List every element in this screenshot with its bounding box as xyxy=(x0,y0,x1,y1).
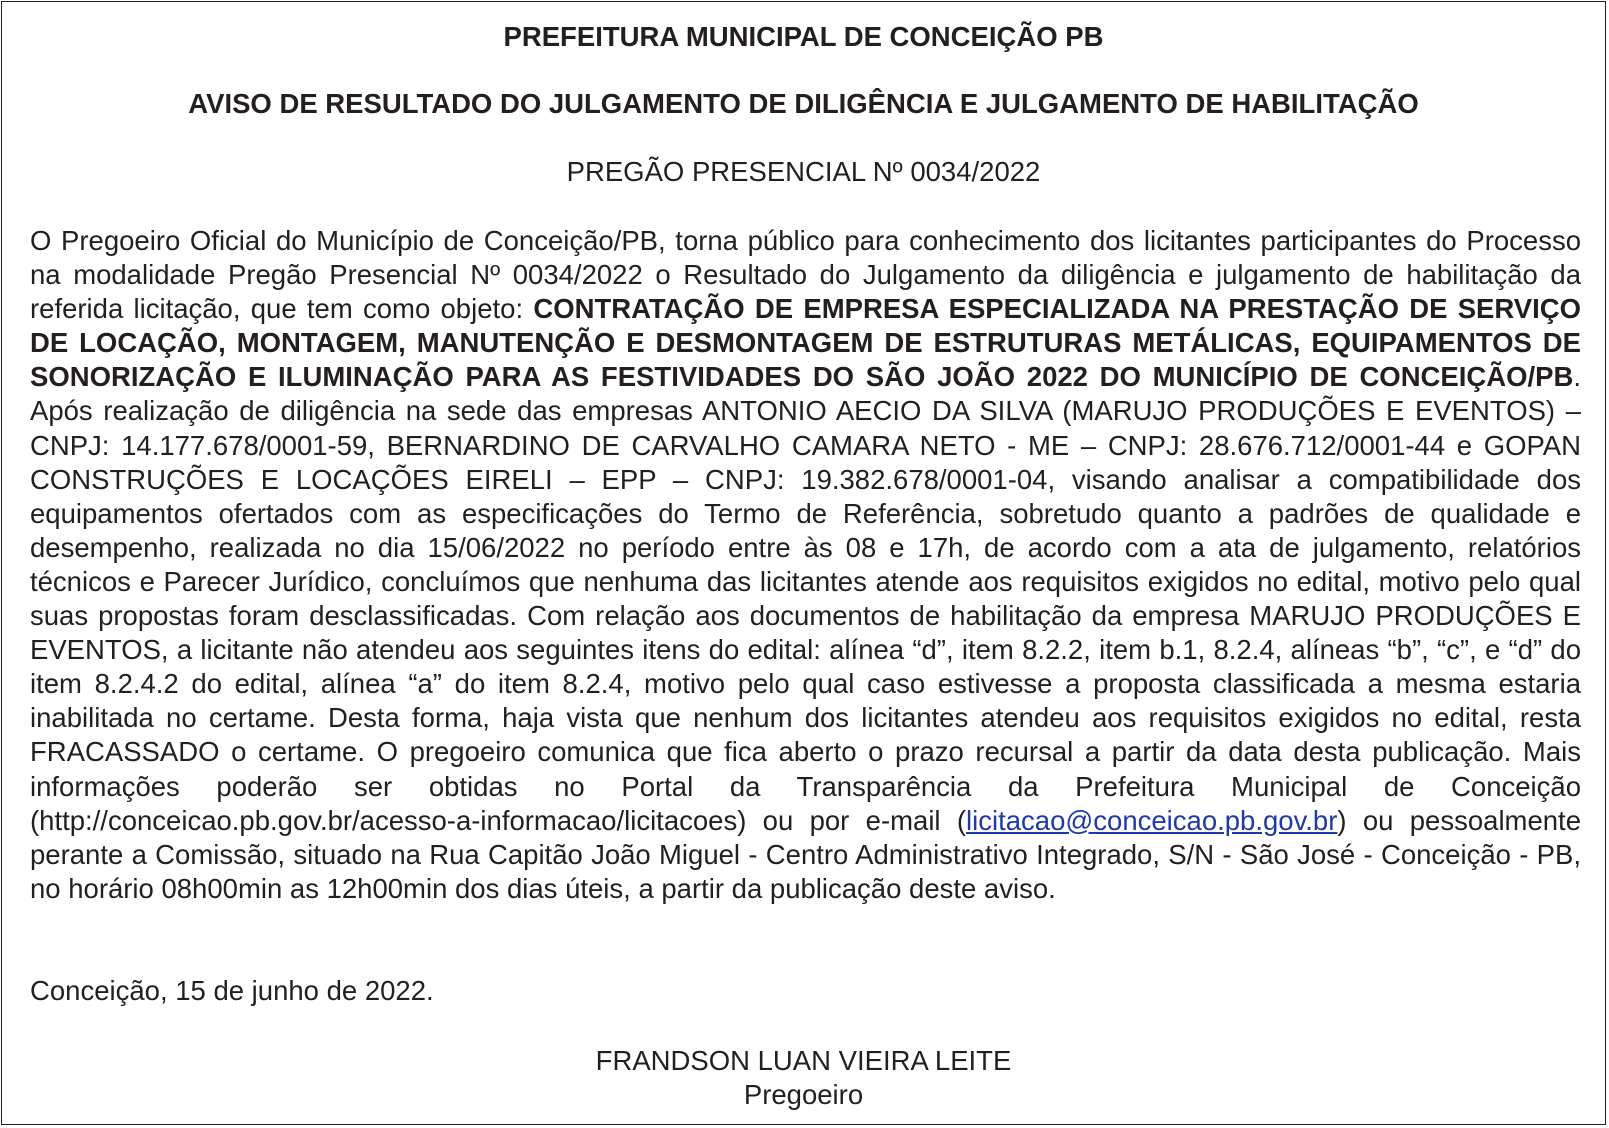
signer-role: Pregoeiro xyxy=(743,1079,864,1110)
body-closing: ) ou pessoalmente perante a Comissão, situado na Rua Capitão João Miguel - Centro Administrativo Integrado, S/N - São José - Conceição - PB, no horário 08h00min as 12h00min dos dias úteis, a partir da publicação deste aviso. xyxy=(30,804,1581,904)
email-link[interactable]: licitacao@conceicao.pb.gov.br xyxy=(966,804,1338,836)
contract-object: CONTRATAÇÃO DE EMPRESA ESPECIALIZADA NA PRESTAÇÃO DE SERVIÇO DE LOCAÇÃO, MONTAGEM, MANUTENÇÃO E DESMONTAGEM DE ESTRUTURAS METÁLICAS, EQUIPAMENTOS DE SONORIZAÇÃO E ILUMINAÇÃO PARA AS FESTIVIDADES DO SÃO JOÃO 2022 DO MUNICÍPIO DE CONCEIÇÃO/PB xyxy=(30,293,1581,393)
procedure-number: PREGÃO PRESENCIAL Nº 0034/2022 xyxy=(566,156,1041,187)
document-frame xyxy=(1,1,1606,1125)
signer-name: FRANDSON LUAN VIEIRA LEITE xyxy=(595,1045,1012,1076)
body-intro: O Pregoeiro Oficial do Município de Conceição/PB, torna público para conhecimento dos licitantes participantes do Processo na modalidade Pregão Presencial Nº 0034/2022 o Resultado do Julgamento da diligência e julgamento de habilitação da referida licitação, que tem como objeto: xyxy=(30,225,1581,325)
dateline: Conceição, 15 de junho de 2022. xyxy=(30,975,434,1006)
notice-body xyxy=(30,224,1581,906)
organization-heading: PREFEITURA MUNICIPAL DE CONCEIÇÃO PB xyxy=(503,21,1104,52)
body-main: . Após realização de diligência na sede das empresas ANTONIO AECIO DA SILVA (MARUJO PRODUÇÕES E EVENTOS) – CNPJ: 14.177.678/0001-59, BERNARDINO DE CARVALHO CAMARA NETO - ME – CNPJ: 28.676.712/0001-44 e GOPAN CONSTRUÇÕES E LOCAÇÕES EIRELI – EPP – CNPJ: 19.382.678/0001-04, visando analisar a compatibilidade dos equipamentos ofertados com as especificações do Termo de Referência, sobretudo quanto a padrões de qualidade e desempenho, realizada no dia 15/06/2022 no período entre às 08 e 17h, de acordo com a ata de julgamento, relatórios técnicos e Parecer Jurídico, concluímos que nenhuma das licitantes atende aos requisitos exigidos no edital, motivo pelo qual suas propostas foram desclassificadas. Com relação aos documentos de habilitação da empresa MARUJO PRODUÇÕES E EVENTOS, a licitante não atendeu aos seguintes itens do edital: alínea “d”, item 8.2.2, item b.1, 8.2.4, alíneas “b”, “c”, e “d” do item 8.2.4.2 do edital, alínea “a” do item 8.2.4, motivo pelo qual caso estivesse a proposta classificada a mesma estaria inabilitada no certame. Desta forma, haja vista que nenhum dos licitantes atendeu aos requisitos exigidos no edital, resta FRACASSADO o certame. O pregoeiro comunica que fica aberto o prazo recursal a partir da data desta publicação. Mais informações poderão ser obtidas no Portal da Transparência da Prefeitura Municipal de Conceição (http://conceicao.pb.gov.br/acesso-a-informacao/licitacoes) ou por e-mail ( xyxy=(30,361,1581,836)
notice-title: AVISO DE RESULTADO DO JULGAMENTO DE DILIGÊNCIA E JULGAMENTO DE HABILITAÇÃO xyxy=(188,88,1419,119)
